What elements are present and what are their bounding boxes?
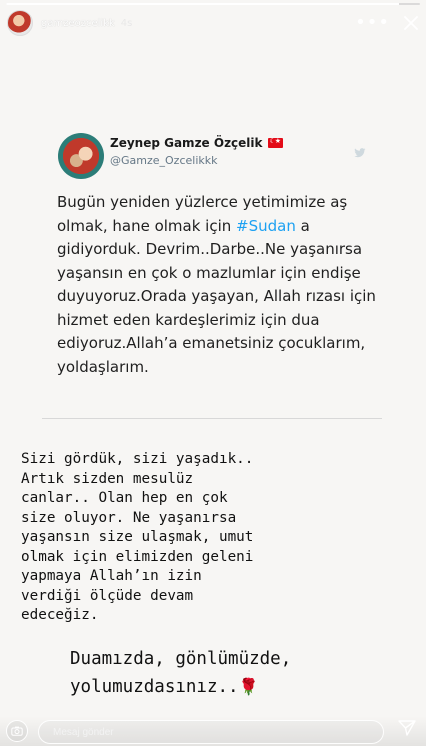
- caption-line: Sizi gördük, sizi yaşadık..: [21, 451, 254, 467]
- caption-line: verdiği ölçüde devam: [21, 587, 194, 604]
- story-username[interactable]: gamzeozcelikk: [41, 17, 115, 29]
- story-caption: [21, 450, 411, 626]
- rose-icon: 🌹: [238, 677, 259, 696]
- caption-line: yapmaya Allah’ın izin: [21, 568, 202, 584]
- send-icon[interactable]: [398, 720, 416, 740]
- caption-line: yaşansın size ulaşmak, umut: [21, 529, 254, 545]
- caption-line: olmak için elimizden geleni: [21, 548, 254, 565]
- tweet-text: [57, 191, 377, 379]
- tweet-hashtag[interactable]: #Sudan: [236, 216, 296, 235]
- avatar[interactable]: [7, 10, 33, 36]
- turkey-flag-icon: [268, 138, 283, 148]
- closing-line-last: [70, 673, 410, 701]
- caption-line: edeceğiz.: [21, 607, 99, 623]
- tweet-handle: @Gamze_Ozcelikkk: [110, 154, 218, 167]
- reply-input[interactable]: [38, 720, 384, 744]
- tweet-text-end: a gidiyorduk. Devrim..Darbe..Ne yaşanırsa yaşansın en çok o mazlumlar için endişe duyuyoruz.Orada yaşayan, Allah rızası için hizmet eden kardeşlerimiz için dua ediyoruz.Allah’a emanetsiniz çocuklarım, yoldaşlarım.: [57, 216, 376, 376]
- camera-icon[interactable]: [6, 720, 28, 742]
- tweet-avatar: [58, 133, 104, 179]
- reply-bar: [0, 716, 426, 746]
- story-time: 4s: [120, 17, 133, 29]
- caption-line: canlar.. Olan hep en çok: [21, 490, 228, 506]
- caption-line: Artık sizden mesulüz: [21, 470, 194, 487]
- story-closing-text: [70, 646, 410, 701]
- closing-line: Duamızda, gönlümüzde,: [70, 649, 292, 669]
- twitter-bird-icon: [354, 143, 366, 162]
- tweet-display-name-text: Zeynep Gamze Özçelik: [110, 136, 263, 150]
- story-progress-bar: [6, 3, 420, 5]
- story-header: [0, 8, 426, 38]
- more-icon[interactable]: •••: [355, 12, 390, 33]
- tweet-text-start: Bugün yeniden yüzlerce yetimimize aş olmak, hane olmak için: [57, 193, 348, 235]
- caption-line: size oluyor. Ne yaşanırsa: [21, 509, 237, 526]
- tweet-display-name: [110, 136, 283, 150]
- tweet-card: [42, 127, 382, 419]
- closing-line-text: yolumuzdasınız..: [70, 677, 239, 697]
- close-icon[interactable]: [404, 16, 418, 30]
- story-progress-fill: [6, 3, 399, 5]
